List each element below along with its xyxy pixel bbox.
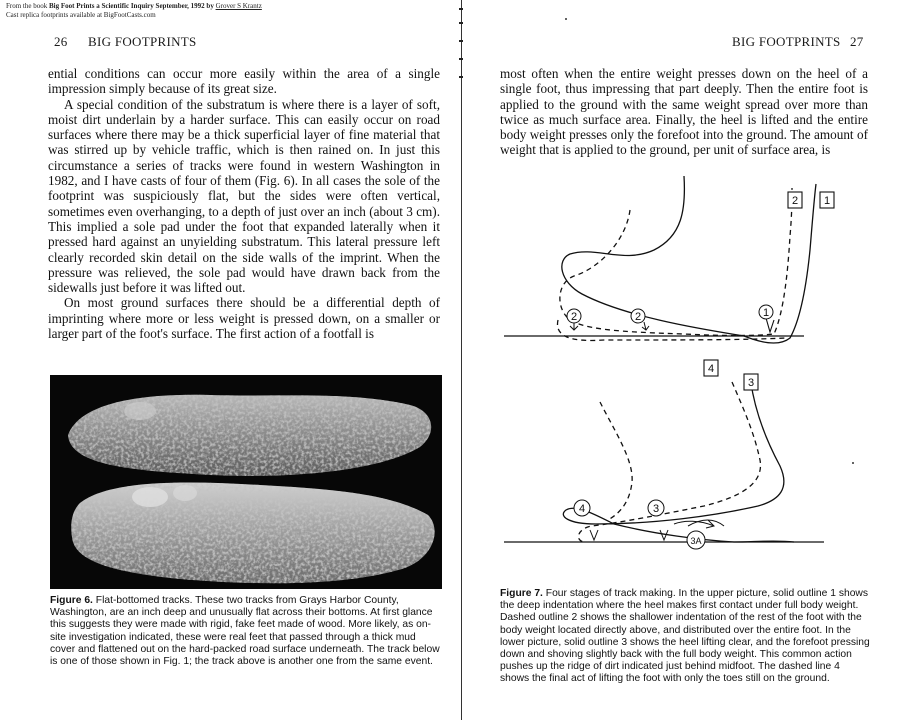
dashed-outline-2 bbox=[560, 188, 792, 336]
figure-6-caption: Figure 6. Flat-bottomed tracks. These two tracks from Grays Harbor County, Washington, are an inch deep and unusually flat across their bottoms. At first glance this suggests they were made with rigid, fake feet made of wood. More likely, as on-site investigation indicated, these were real feet that passed through a thick mud cover and flattened out on the hard-packed road surface underneath. The track below is one of those shown in Fig. 1; the track above is another one from the same event. bbox=[50, 595, 440, 668]
source-note-line1: From the book Big Foot Prints a Scientific Inquiry September, 1992 by Grover S Krantz bbox=[6, 2, 262, 10]
circle-label-3a: 3A bbox=[690, 536, 702, 546]
label-3: 3 bbox=[747, 377, 755, 389]
running-head: BIG FOOTPRINTS bbox=[88, 34, 197, 49]
circle-label-3: 3 bbox=[652, 503, 660, 515]
figure-6-photo bbox=[50, 375, 442, 589]
figure-7-diagram bbox=[504, 170, 864, 580]
dashed-lines-4 bbox=[600, 402, 632, 520]
solid-outline-1 bbox=[562, 176, 816, 343]
paragraph: On most ground surfaces there should be a differential depth of imprinting where more or less weight is pressed down, on a smaller or larger part of the foot's surface. The first action of a footfall is bbox=[48, 295, 440, 342]
running-head: BIG FOOTPRINTS bbox=[732, 34, 841, 49]
author-link[interactable]: Grover S Krantz bbox=[215, 2, 262, 10]
page-number: 26 bbox=[54, 34, 68, 49]
right-body-text bbox=[500, 66, 868, 158]
page-number: 27 bbox=[850, 34, 864, 49]
label-2-upper: 2 bbox=[791, 195, 799, 207]
source-note-line2: Cast replica footprints available at BigFootCasts.com bbox=[6, 11, 156, 19]
circle-label-2-heel: 2 bbox=[570, 311, 578, 323]
circle-label-1: 1 bbox=[762, 307, 770, 319]
circle-label-2-mid: 2 bbox=[634, 311, 642, 323]
dashed-outline-4 bbox=[578, 382, 760, 542]
page-gutter bbox=[458, 0, 464, 720]
figure-label: Figure 6. bbox=[50, 595, 93, 606]
left-body-text bbox=[48, 66, 440, 341]
figure-7-caption: Figure 7. Four stages of track making. In the upper picture, solid outline 1 shows the deep indentation where the heel makes first contact under full body weight. Dashed outline 2 shows the shallower indentation of the rest of the foot with the body weight located directly above, and distributed over the entire foot. In the lower picture, solid outline 3 shows the heel lifting clear, and the forefoot pressing down and shoving slightly back with the full body weight. This common action pushes up the ridge of dirt indicated just behind midfoot. The dashed line 4 shows the final act of lifting the foot with only the toes still on the ground. bbox=[500, 588, 870, 685]
paragraph: ential conditions can occur more easily within the area of a single impression simply because of its great size. bbox=[48, 66, 440, 97]
scan-speck bbox=[565, 18, 567, 20]
label-4: 4 bbox=[707, 363, 715, 375]
label-1: 1 bbox=[823, 195, 831, 207]
paragraph: most often when the entire weight presses down on the heel of a single foot, thus impressing that part deeply. Then the entire foot is applied to the ground with the same weight spread over more than twice as much surface area. Finally, the heel is lifted and the entire body weight presses only the forefoot into the ground. The amount of weight that is applied to the ground, per unit of surface area, is bbox=[500, 66, 868, 158]
footprint-casts-image bbox=[50, 375, 442, 589]
circle-label-4: 4 bbox=[578, 503, 586, 515]
paragraph: A special condition of the substratum is where there is a layer of soft, moist dirt underlain by a harder surface. This can easily occur on road surfaces where there may be a thick superficial layer of fine material that was stirred up by vehicle traffic, which is then rained on. In just this circumstance a series of tracks were found in western Washington in 1982, and I have casts of four of them (Fig. 6). In all cases the sole of the footprint was suspiciously flat, but the sides were often vertical, sometimes even overhanging, to a depth of just over an inch (about 3 cm). This implied a sole pad under the foot that expanded laterally when it pressed hard against an unyielding substratum. This lateral pressure left clearly recorded skin detail on the side walls of the imprint. When the pressure was relieved, the sole pad would have drawn back from the sidewalls just before it was lifted out. bbox=[48, 96, 440, 296]
figure-label: Figure 7. bbox=[500, 588, 543, 599]
source-note bbox=[6, 2, 262, 20]
arrow bbox=[766, 318, 774, 332]
